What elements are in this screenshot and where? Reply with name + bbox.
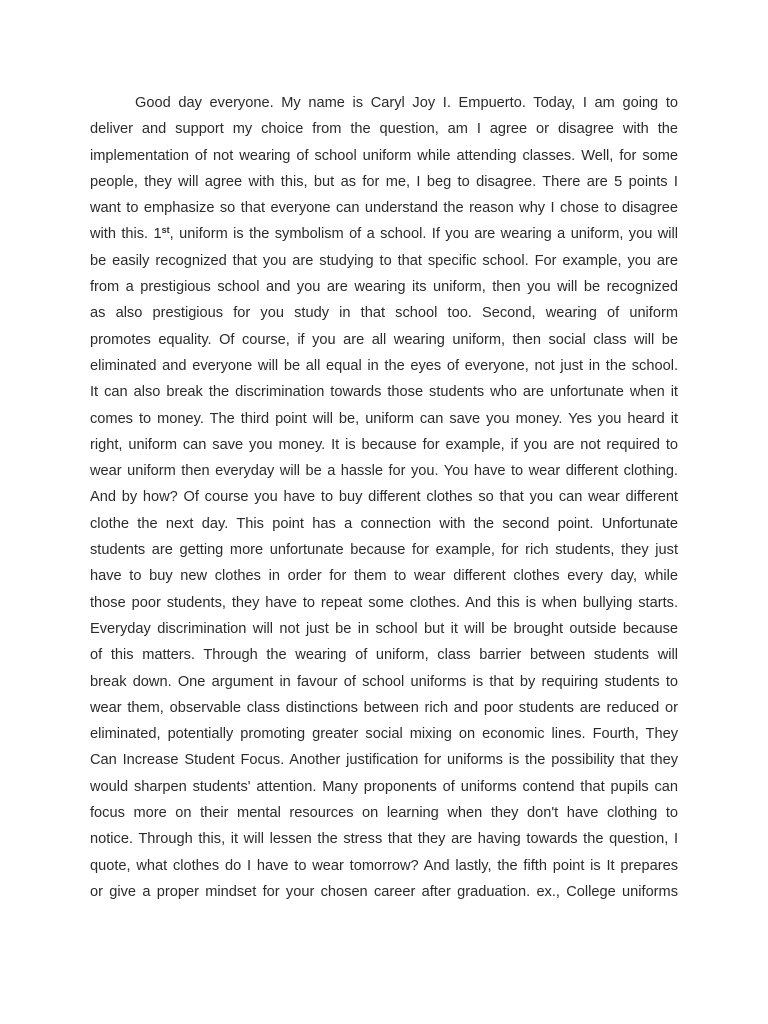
essay-line-8: from a prestigious school and you are wearing its uniform, then you will be recognized: [90, 279, 678, 296]
essay-body: [90, 90, 678, 905]
essay-line-4: people, they will agree with this, but as for me, I beg to disagree. There are 5 points I: [90, 173, 678, 190]
essay-line-24: wear them, observable class distinctions between rich and poor students are reduced or: [90, 699, 678, 716]
essay-line-6-before: with this. 1: [90, 226, 162, 243]
essay-line-2: deliver and support my choice from the question, am I agree or disagree with the: [90, 121, 678, 138]
essay-line-27: would sharpen students' attention. Many proponents of uniforms contend that pupils can: [90, 778, 678, 795]
essay-line-30: quote, what clothes do I have to wear tomorrow? And lastly, the fifth point is It prepares: [90, 857, 678, 874]
essay-line-18: students are getting more unfortunate because for example, for rich students, they just: [90, 542, 678, 559]
essay-line-23: break down. One argument in favour of school uniforms is that by requiring students to: [90, 673, 678, 690]
essay-line-11: eliminated and everyone will be all equal in the eyes of everyone, not just in the school.: [90, 357, 678, 374]
essay-line-29: notice. Through this, it will lessen the stress that they are having towards the question, I: [90, 831, 678, 848]
essay-line-25: eliminated, potentially promoting greater social mixing on economic lines. Fourth, They: [90, 726, 678, 743]
essay-line-13: comes to money. The third point will be, uniform can save you money. Yes you heard it: [90, 410, 678, 427]
essay-line-6: [90, 221, 678, 247]
essay-line-6-after: , uniform is the symbolism of a school. If you are wearing a uniform, you will: [169, 226, 678, 243]
essay-line-12: It can also break the discrimination towards those students who are unfortunate when it: [90, 384, 678, 401]
essay-line-26: Can Increase Student Focus. Another justification for uniforms is the possibility that they: [90, 752, 678, 769]
essay-line-9: as also prestigious for you study in that school too. Second, wearing of uniform: [90, 305, 678, 322]
essay-line-17: clothe the next day. This point has a connection with the second point. Unfortunate: [90, 515, 678, 532]
essay-line-3: implementation of not wearing of school uniform while attending classes. Well, for some: [90, 147, 678, 164]
essay-line-20: those poor students, they have to repeat some clothes. And this is when bullying starts.: [90, 594, 678, 611]
essay-line-14: right, uniform can save you money. It is because for example, if you are not required to: [90, 436, 678, 453]
essay-line-5: want to emphasize so that everyone can understand the reason why I chose to disagree: [90, 200, 678, 217]
essay-line-10: promotes equality. Of course, if you are all wearing uniform, then social class will be: [90, 331, 678, 348]
essay-line-1: Good day everyone. My name is Caryl Joy I. Empuerto. Today, I am going to: [135, 95, 678, 111]
essay-line-7: be easily recognized that you are studying to that specific school. For example, you are: [90, 252, 678, 269]
essay-line-31: or give a proper mindset for your chosen career after graduation. ex., College uniforms: [90, 883, 678, 900]
essay-line-16: And by how? Of course you have to buy different clothes so that you can wear different: [90, 489, 678, 506]
essay-line-22: of this matters. Through the wearing of uniform, class barrier between students will: [90, 647, 678, 664]
ordinal-suffix: st: [161, 225, 170, 236]
essay-line-28: focus more on their mental resources on learning when they don't have clothing to: [90, 805, 678, 822]
essay-line-15: wear uniform then everyday will be a hassle for you. You have to wear different clothing.: [90, 463, 678, 480]
essay-line-19: have to buy new clothes in order for them to wear different clothes every day, while: [90, 568, 678, 585]
essay-line-21: Everyday discrimination will not just be in school but it will be brought outside because: [90, 620, 678, 637]
